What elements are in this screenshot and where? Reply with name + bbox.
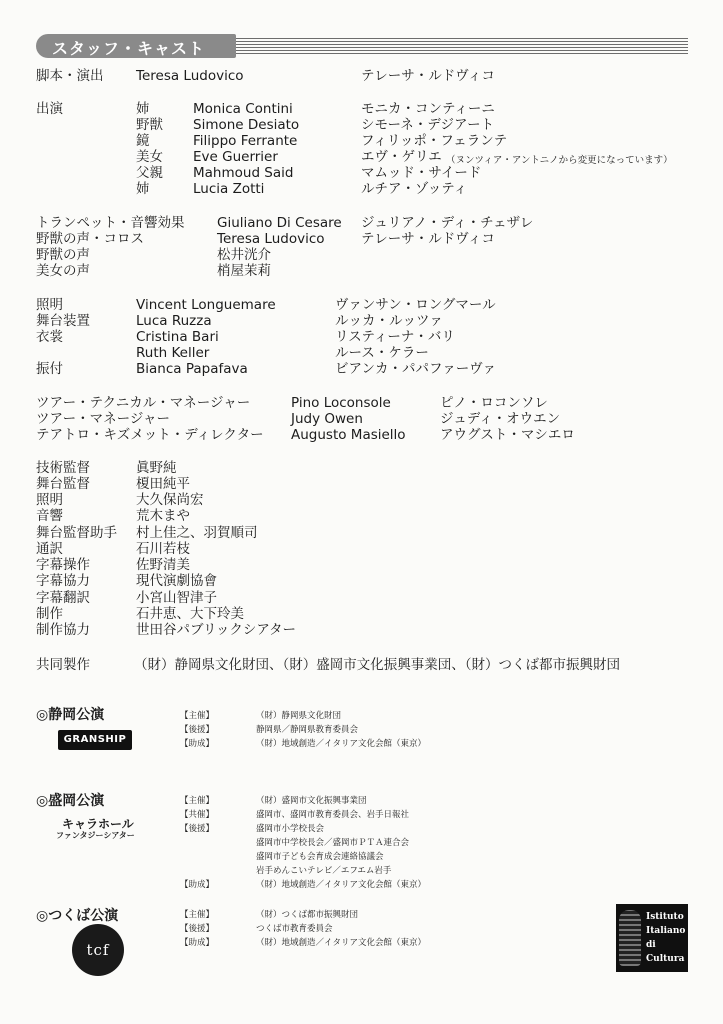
credit-kana: リスティーナ・バリ [335, 329, 455, 345]
cast-kana: マムッド・サイード [361, 165, 482, 181]
credit-name: 世田谷パブリックシアター [136, 622, 296, 638]
credit-name: 小宮山智津子 [136, 590, 217, 606]
detail-value: （財）地域創造／イタリア文化会館（東京） [256, 739, 427, 749]
role-label: 制作 [36, 606, 63, 622]
credit-name: 松井洸介 [217, 247, 271, 263]
cast-name: Filippo Ferrante [193, 133, 298, 149]
role-label: 照明 [36, 297, 63, 313]
section-title: スタッフ・キャスト [52, 39, 206, 58]
credit-name: Giuliano Di Cesare [217, 215, 342, 231]
credit-name: Pino Loconsole [291, 395, 391, 411]
credit-name: 荒木まや [136, 508, 190, 524]
guitar-icon [619, 910, 641, 966]
venue-title-morioka: ◎盛岡公演 [36, 793, 105, 809]
credit-name: Vincent Longuemare [136, 297, 276, 313]
credit-kana: アウグスト・マシエロ [440, 427, 575, 443]
credit-name: 現代演劇協會 [136, 573, 217, 589]
cast-name: Mahmoud Said [193, 165, 294, 181]
detail-label: 【主催】 [180, 711, 215, 721]
logo-line: Italiano [646, 926, 686, 936]
istituto-italiano-logo [616, 904, 688, 972]
role-label: 美女の声 [36, 263, 90, 279]
detail-value: 盛岡市小学校長会 [256, 824, 325, 834]
coproduction-value: （財）静岡県文化財団、（財）盛岡市文化振興事業団、（財）つくば都市振興財団 [134, 657, 620, 673]
role-label: 字幕協力 [36, 573, 90, 589]
istituto-italiano-logo-text [646, 910, 685, 966]
detail-label: 【主催】 [180, 796, 215, 806]
cast-kana: フィリッポ・フェランテ [361, 133, 508, 149]
role-label: テアトロ・キズメット・ディレクター [36, 427, 264, 443]
cast-part: 姉 [136, 181, 150, 197]
cast-kana: ルチア・ゾッティ [361, 181, 468, 197]
credit-name: Ruth Keller [136, 345, 210, 361]
detail-label: 【後援】 [180, 824, 215, 834]
detail-value: 盛岡市、盛岡市教育委員会、岩手日報社 [256, 810, 410, 820]
kyarahall-logo-subtitle: ファンタジーシアター [56, 831, 135, 840]
credit-name: Luca Ruzza [136, 313, 212, 329]
credit-name: Cristina Bari [136, 329, 219, 345]
credit-name: Teresa Ludovico [217, 231, 325, 247]
detail-value: 盛岡市子ども会育成会連絡協議会 [256, 852, 384, 862]
header-stripes [236, 38, 688, 56]
detail-value: （財）地域創造／イタリア文化会館（東京） [256, 880, 427, 890]
credit-kana: ジュリアノ・ディ・チェザレ [361, 215, 534, 231]
role-label: トランペット・音響効果 [36, 215, 185, 231]
role-label: 舞台監督助手 [36, 525, 117, 541]
role-label: 野獣の声・コロス [36, 231, 144, 247]
role-label: 制作協力 [36, 622, 90, 638]
detail-value: （財）つくば都市振興財団 [256, 910, 359, 920]
credit-kana: ルッカ・ルッツァ [335, 313, 443, 329]
detail-label: 【助成】 [180, 739, 215, 749]
credit-name: Augusto Masiello [291, 427, 406, 443]
role-label: 振付 [36, 361, 63, 377]
role-label: 音響 [36, 508, 63, 524]
role-label: 照明 [36, 492, 63, 508]
credit-name: Teresa Ludovico [136, 68, 244, 84]
credit-name: 石川若枝 [136, 541, 190, 557]
role-label: 字幕操作 [36, 557, 90, 573]
role-label: 舞台装置 [36, 313, 90, 329]
role-label: 舞台監督 [36, 476, 90, 492]
detail-value: （財）盛岡市文化振興事業団 [256, 796, 367, 806]
logo-line: Istituto [646, 912, 684, 922]
cast-name: Simone Desiato [193, 117, 300, 133]
credit-kana: ジュディ・オウエン [440, 411, 561, 427]
credit-kana: ルース・ケラー [335, 345, 429, 361]
detail-label: 【助成】 [180, 938, 215, 948]
cast-part: 姉 [136, 101, 150, 117]
cast-kana: モニカ・コンティーニ [361, 101, 495, 117]
cast-name: Lucia Zotti [193, 181, 265, 197]
cast-name: Monica Contini [193, 101, 293, 117]
granship-logo: GRANSHIP [58, 730, 132, 750]
credit-kana: ヴァンサン・ロングマール [335, 297, 496, 313]
detail-value: （財）地域創造／イタリア文化会館（東京） [256, 938, 427, 948]
credit-kana: ピノ・ロコンソレ [440, 395, 548, 411]
detail-value: 岩手めんこいテレビ／エフエム岩手 [256, 866, 392, 876]
coproduction-label: 共同製作 [36, 657, 90, 673]
detail-label: 【主催】 [180, 910, 215, 920]
detail-value: つくば市教育委員会 [256, 924, 333, 934]
credit-name: 梢屋茉莉 [217, 263, 271, 279]
logo-line: Cultura [646, 954, 685, 964]
detail-value: 盛岡市中学校長会／盛岡市ＰＴＡ連合会 [256, 838, 410, 848]
cast-part: 野獣 [136, 117, 163, 133]
cast-kana: シモーネ・デジアート [361, 117, 495, 133]
credit-kana: テレーサ・ルドヴィコ [361, 231, 495, 247]
role-label: 通訳 [36, 541, 63, 557]
venue-title-shizuoka: ◎静岡公演 [36, 707, 105, 723]
role-label: 衣裳 [36, 329, 63, 345]
detail-value: 静岡県／静岡県教育委員会 [256, 725, 359, 735]
credit-name: 佐野清美 [136, 557, 190, 573]
detail-value: （財）静岡県文化財団 [256, 711, 342, 721]
cast-part: 鏡 [136, 133, 150, 149]
role-label: ツアー・テクニカル・マネージャー [36, 395, 251, 411]
credit-kana: テレーサ・ルドヴィコ [361, 68, 495, 84]
detail-label: 【助成】 [180, 880, 215, 890]
detail-label: 【後援】 [180, 725, 215, 735]
detail-label: 【後援】 [180, 924, 215, 934]
tcf-logo: tcf [72, 924, 124, 976]
cast-part: 美女 [136, 149, 163, 165]
credit-name: 眞野純 [136, 460, 177, 476]
cast-part: 父親 [136, 165, 163, 181]
venue-title-tsukuba: ◎つくば公演 [36, 908, 119, 924]
role-label: ツアー・マネージャー [36, 411, 171, 427]
credit-name: 大久保尚宏 [136, 492, 204, 508]
detail-label: 【共催】 [180, 810, 215, 820]
cast-name: Eve Guerrier [193, 149, 278, 165]
cast-label: 出演 [36, 101, 63, 117]
role-label: 野獣の声 [36, 247, 90, 263]
credit-kana: ビアンカ・パパファーヴァ [335, 361, 497, 377]
cast-note: （ヌンツィア・アントニノから変更になっています） [446, 155, 673, 166]
credit-name: 榎田純平 [136, 476, 190, 492]
role-label: 技術監督 [36, 460, 90, 476]
credit-name: Judy Owen [291, 411, 363, 427]
credit-name: 石井恵、大下玲美 [136, 606, 244, 622]
role-label: 脚本・演出 [36, 68, 104, 84]
role-label: 字幕翻訳 [36, 590, 90, 606]
logo-line: di [646, 940, 656, 950]
cast-kana: エヴ・ゲリエ [361, 149, 442, 165]
credit-name: Bianca Papafava [136, 361, 248, 377]
kyarahall-logo: キャラホール [62, 817, 134, 831]
credit-name: 村上佳之、羽賀順司 [136, 525, 258, 541]
